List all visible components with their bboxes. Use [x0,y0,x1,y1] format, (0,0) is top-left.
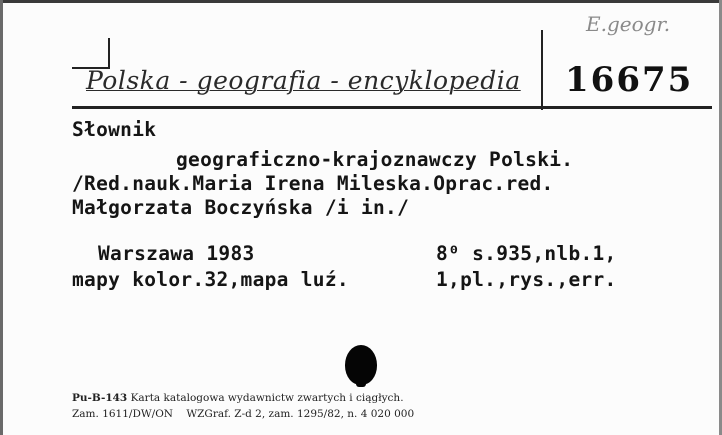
card-edge-left [0,0,3,435]
corner-mark-vertical [108,38,110,68]
entry-editor-line: /Red.nauk.Maria Irena Mileska.Oprac.red. [72,172,554,195]
entry-imprint: Warszawa 1983 [98,242,255,265]
card-edge-top [0,0,722,3]
handwritten-subject-heading: Polska - geografia - encyklopedia [86,66,521,95]
entry-compiler-line: Małgorzata Boczyńska /i in./ [72,196,410,219]
footer-print-info [72,392,404,404]
call-number: 16675 [565,60,694,100]
entry-maps: mapy kolor.32,mapa luź. [72,268,349,291]
footer-order-info: Zam. 1611/DW/ON WZGraf. Z-d 2, zam. 1295/82, n. 4 020 000 [72,408,415,420]
punch-hole-notch [356,379,366,387]
entry-title-line: Słownik [72,118,157,141]
heading-rule [72,106,712,109]
form-code: Pu-B-143 [72,392,128,404]
entry-illustrations: 1,pl.,rys.,err. [436,268,617,291]
entry-title-continuation: geograficzno-krajoznawczy Polski. [176,148,574,171]
heading-divider [541,30,543,110]
entry-format-pages: 8⁰ s.935,nlb.1, [436,242,617,265]
form-title: Karta katalogowa wydawnictw zwartych i ciągłych. [130,392,404,404]
pencil-note: E.geogr. [586,12,671,36]
